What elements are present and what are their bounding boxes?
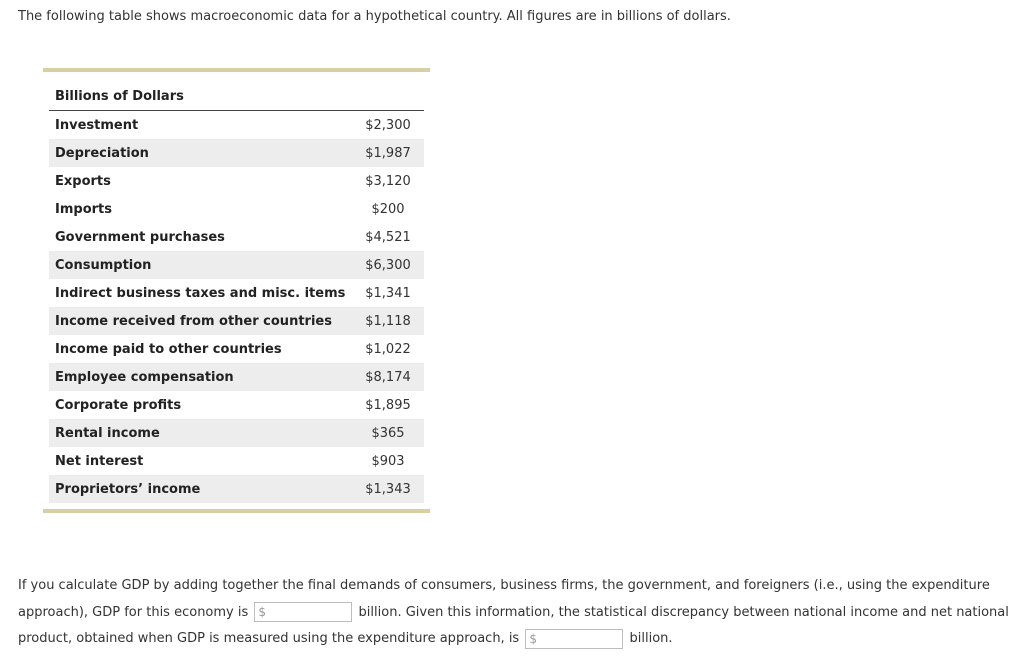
question-part-2: billion. Given this information, the statistical discrepancy between national income and net national product, obtained when GDP is measured using the expenditure approach, is xyxy=(18,604,1009,646)
row-label: Rental income xyxy=(49,419,352,447)
table-row xyxy=(49,251,424,279)
table-row xyxy=(49,363,424,391)
row-label: Corporate profits xyxy=(55,397,182,413)
row-value: $6,300 xyxy=(352,251,424,279)
discrepancy-answer-input[interactable] xyxy=(525,629,623,649)
row-label: Proprietors’ income xyxy=(49,475,352,503)
table-row xyxy=(49,419,424,447)
intro-text: The following table shows macroeconomic data for a hypothetical country. All figures are in billions of dollars. xyxy=(18,9,731,24)
table-row xyxy=(49,279,424,307)
row-value: $1,118 xyxy=(352,307,424,335)
row-value: $1,987 xyxy=(352,139,424,167)
row-value: $200 xyxy=(371,201,405,217)
table-row xyxy=(49,111,424,140)
table-row xyxy=(49,195,424,223)
question-part-3: billion. xyxy=(629,631,673,646)
row-value: $1,343 xyxy=(352,475,424,503)
table-row xyxy=(49,335,424,363)
row-label: Net interest xyxy=(55,453,144,469)
gdp-answer-input[interactable] xyxy=(254,602,352,622)
table-row xyxy=(49,391,424,419)
row-label: Consumption xyxy=(49,251,352,279)
dollar-sign: $ xyxy=(529,631,537,646)
row-label: Investment xyxy=(55,117,139,133)
row-value: $903 xyxy=(371,453,405,469)
row-value: $1,341 xyxy=(365,285,411,301)
table-bottom-rule xyxy=(43,509,430,513)
table-row xyxy=(49,139,424,167)
table-top-rule xyxy=(43,68,430,72)
macro-data-table xyxy=(49,82,424,503)
table-row xyxy=(49,307,424,335)
row-value: $2,300 xyxy=(365,117,411,133)
row-label: Government purchases xyxy=(55,229,225,245)
row-value: $365 xyxy=(352,419,424,447)
row-label: Indirect business taxes and misc. items xyxy=(55,285,346,301)
question-text xyxy=(18,573,1018,653)
table-row xyxy=(49,447,424,475)
row-label: Depreciation xyxy=(49,139,352,167)
data-table-container xyxy=(43,68,430,513)
table-row xyxy=(49,167,424,195)
row-label: Income received from other countries xyxy=(49,307,352,335)
row-label: Imports xyxy=(55,201,112,217)
row-value: $3,120 xyxy=(365,173,411,189)
table-row xyxy=(49,475,424,503)
row-value: $4,521 xyxy=(365,229,411,245)
row-value: $8,174 xyxy=(352,363,424,391)
table-row xyxy=(49,223,424,251)
row-label: Employee compensation xyxy=(49,363,352,391)
row-label: Income paid to other countries xyxy=(55,341,282,357)
row-label: Exports xyxy=(55,173,111,189)
row-value: $1,022 xyxy=(365,341,411,357)
question-part-1: If you calculate GDP by adding together the final demands of consumers, business firms, the government, and foreigners (i.e., using the expenditure approach), GDP for this economy is xyxy=(18,578,990,620)
table-header: Billions of Dollars xyxy=(49,82,424,111)
row-value: $1,895 xyxy=(365,397,411,413)
dollar-sign: $ xyxy=(258,605,267,619)
